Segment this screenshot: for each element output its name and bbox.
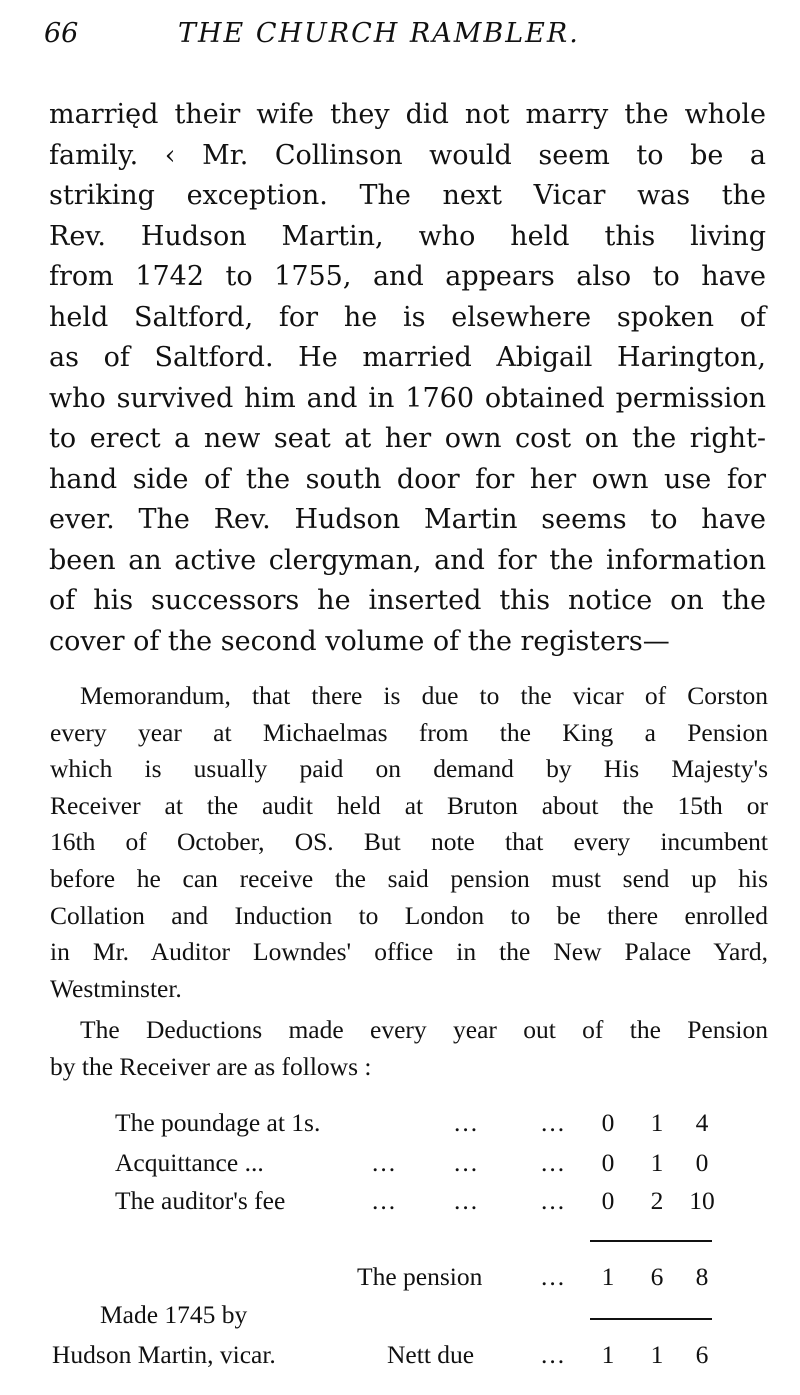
memo-line: before he can receive the said pension must send up his [50, 863, 768, 893]
text-line: who survived him and in 1760 obtained permission [49, 382, 766, 414]
text-line: been an active clergyman, and for the information [49, 544, 766, 576]
amount-shillings: 1 [650, 1108, 664, 1137]
sum-rule [590, 1240, 712, 1242]
deduction-label: The poundage at 1s. [115, 1108, 321, 1137]
amount-pounds: 0 [601, 1108, 615, 1137]
pension-row [0, 1262, 800, 1300]
text-line: Rev. Hudson Martin, who held this living [49, 220, 766, 252]
table-row [0, 1186, 800, 1224]
memo-line: The Deductions made every year out of the Pension [80, 1015, 768, 1045]
pension-label: The pension [357, 1262, 483, 1291]
text-line: to erect a new seat at her own cost on the right- [49, 423, 766, 454]
deduction-label: Acquittance ... [115, 1148, 264, 1177]
memo-line: Receiver at the audit held at Bruton about the 15th or [50, 790, 768, 820]
memo-line: by the Receiver are as follows : [50, 1051, 372, 1081]
leader-dots: ... [372, 1186, 398, 1215]
nett-row [0, 1340, 800, 1378]
memo-line: 16th of October, OS. But note that every incumbent [50, 827, 768, 857]
text-line: held Saltford, for he is elsewhere spoken of [49, 301, 766, 333]
deduction-label: The auditor's fee [115, 1186, 286, 1215]
leader-dots: ... [454, 1148, 480, 1177]
amount-pounds: 0 [601, 1148, 615, 1177]
text-line: family. ‹ Mr. Collinson would seem to be a [49, 139, 766, 171]
leader-dots: ... [541, 1340, 567, 1369]
amount-pence: 4 [695, 1108, 709, 1137]
text-line: of his successors he inserted this notice on the [49, 585, 766, 616]
memo-line: Westminster. [50, 973, 182, 1003]
amount-pence: 0 [695, 1148, 709, 1177]
table-row [0, 1108, 800, 1146]
running-title: THE CHURCH RAMBLER. [178, 18, 580, 49]
leader-dots: ... [541, 1186, 567, 1215]
table-row [0, 1148, 800, 1186]
leader-dots: ... [454, 1186, 480, 1215]
text-line: hand side of the south door for her own use for [49, 463, 766, 495]
memo-line: in Mr. Auditor Lowndes' office in the New Palace Yard, [50, 937, 768, 967]
amount-pounds: 1 [601, 1340, 615, 1369]
text-line: ever. The Rev. Hudson Martin seems to have [49, 504, 766, 535]
amount-pence: 10 [689, 1186, 715, 1215]
leader-dots: ... [372, 1148, 398, 1177]
leader-dots: ... [454, 1108, 480, 1137]
amount-shillings: 1 [650, 1148, 664, 1177]
amount-shillings: 2 [650, 1186, 664, 1215]
amount-pounds: 1 [601, 1262, 615, 1291]
text-line: striking exception. The next Vicar was the [49, 180, 766, 211]
memo-line: which is usually paid on demand by His Majesty's [50, 754, 768, 784]
memo-line: Collation and Induction to London to be there enrolled [50, 900, 768, 930]
signature-line-1: Made 1745 by [100, 1300, 248, 1329]
memo-line: Memorandum, that there is due to the vicar of Corston [80, 681, 768, 710]
text-line: as of Saltford. He married Abigail Harington, [49, 342, 766, 373]
amount-shillings: 1 [650, 1340, 664, 1369]
signature-line-2: Hudson Martin, vicar. [52, 1340, 276, 1369]
page-number: 66 [44, 18, 79, 49]
amount-pence: 8 [695, 1262, 709, 1291]
text-line: marrięd their wife they did not marry the whole [49, 99, 766, 130]
sum-rule [590, 1318, 712, 1320]
amount-pence: 6 [695, 1340, 709, 1369]
amount-shillings: 6 [650, 1262, 664, 1291]
leader-dots: ... [541, 1108, 567, 1137]
leader-dots: ... [541, 1148, 567, 1177]
leader-dots: ... [541, 1262, 567, 1291]
text-line: cover of the second volume of the registers— [49, 625, 670, 657]
memo-line: every year at Michaelmas from the King a Pension [50, 717, 768, 747]
text-line: from 1742 to 1755, and appears also to have [49, 261, 766, 292]
amount-pounds: 0 [601, 1186, 615, 1215]
nett-label: Nett due [387, 1340, 475, 1369]
